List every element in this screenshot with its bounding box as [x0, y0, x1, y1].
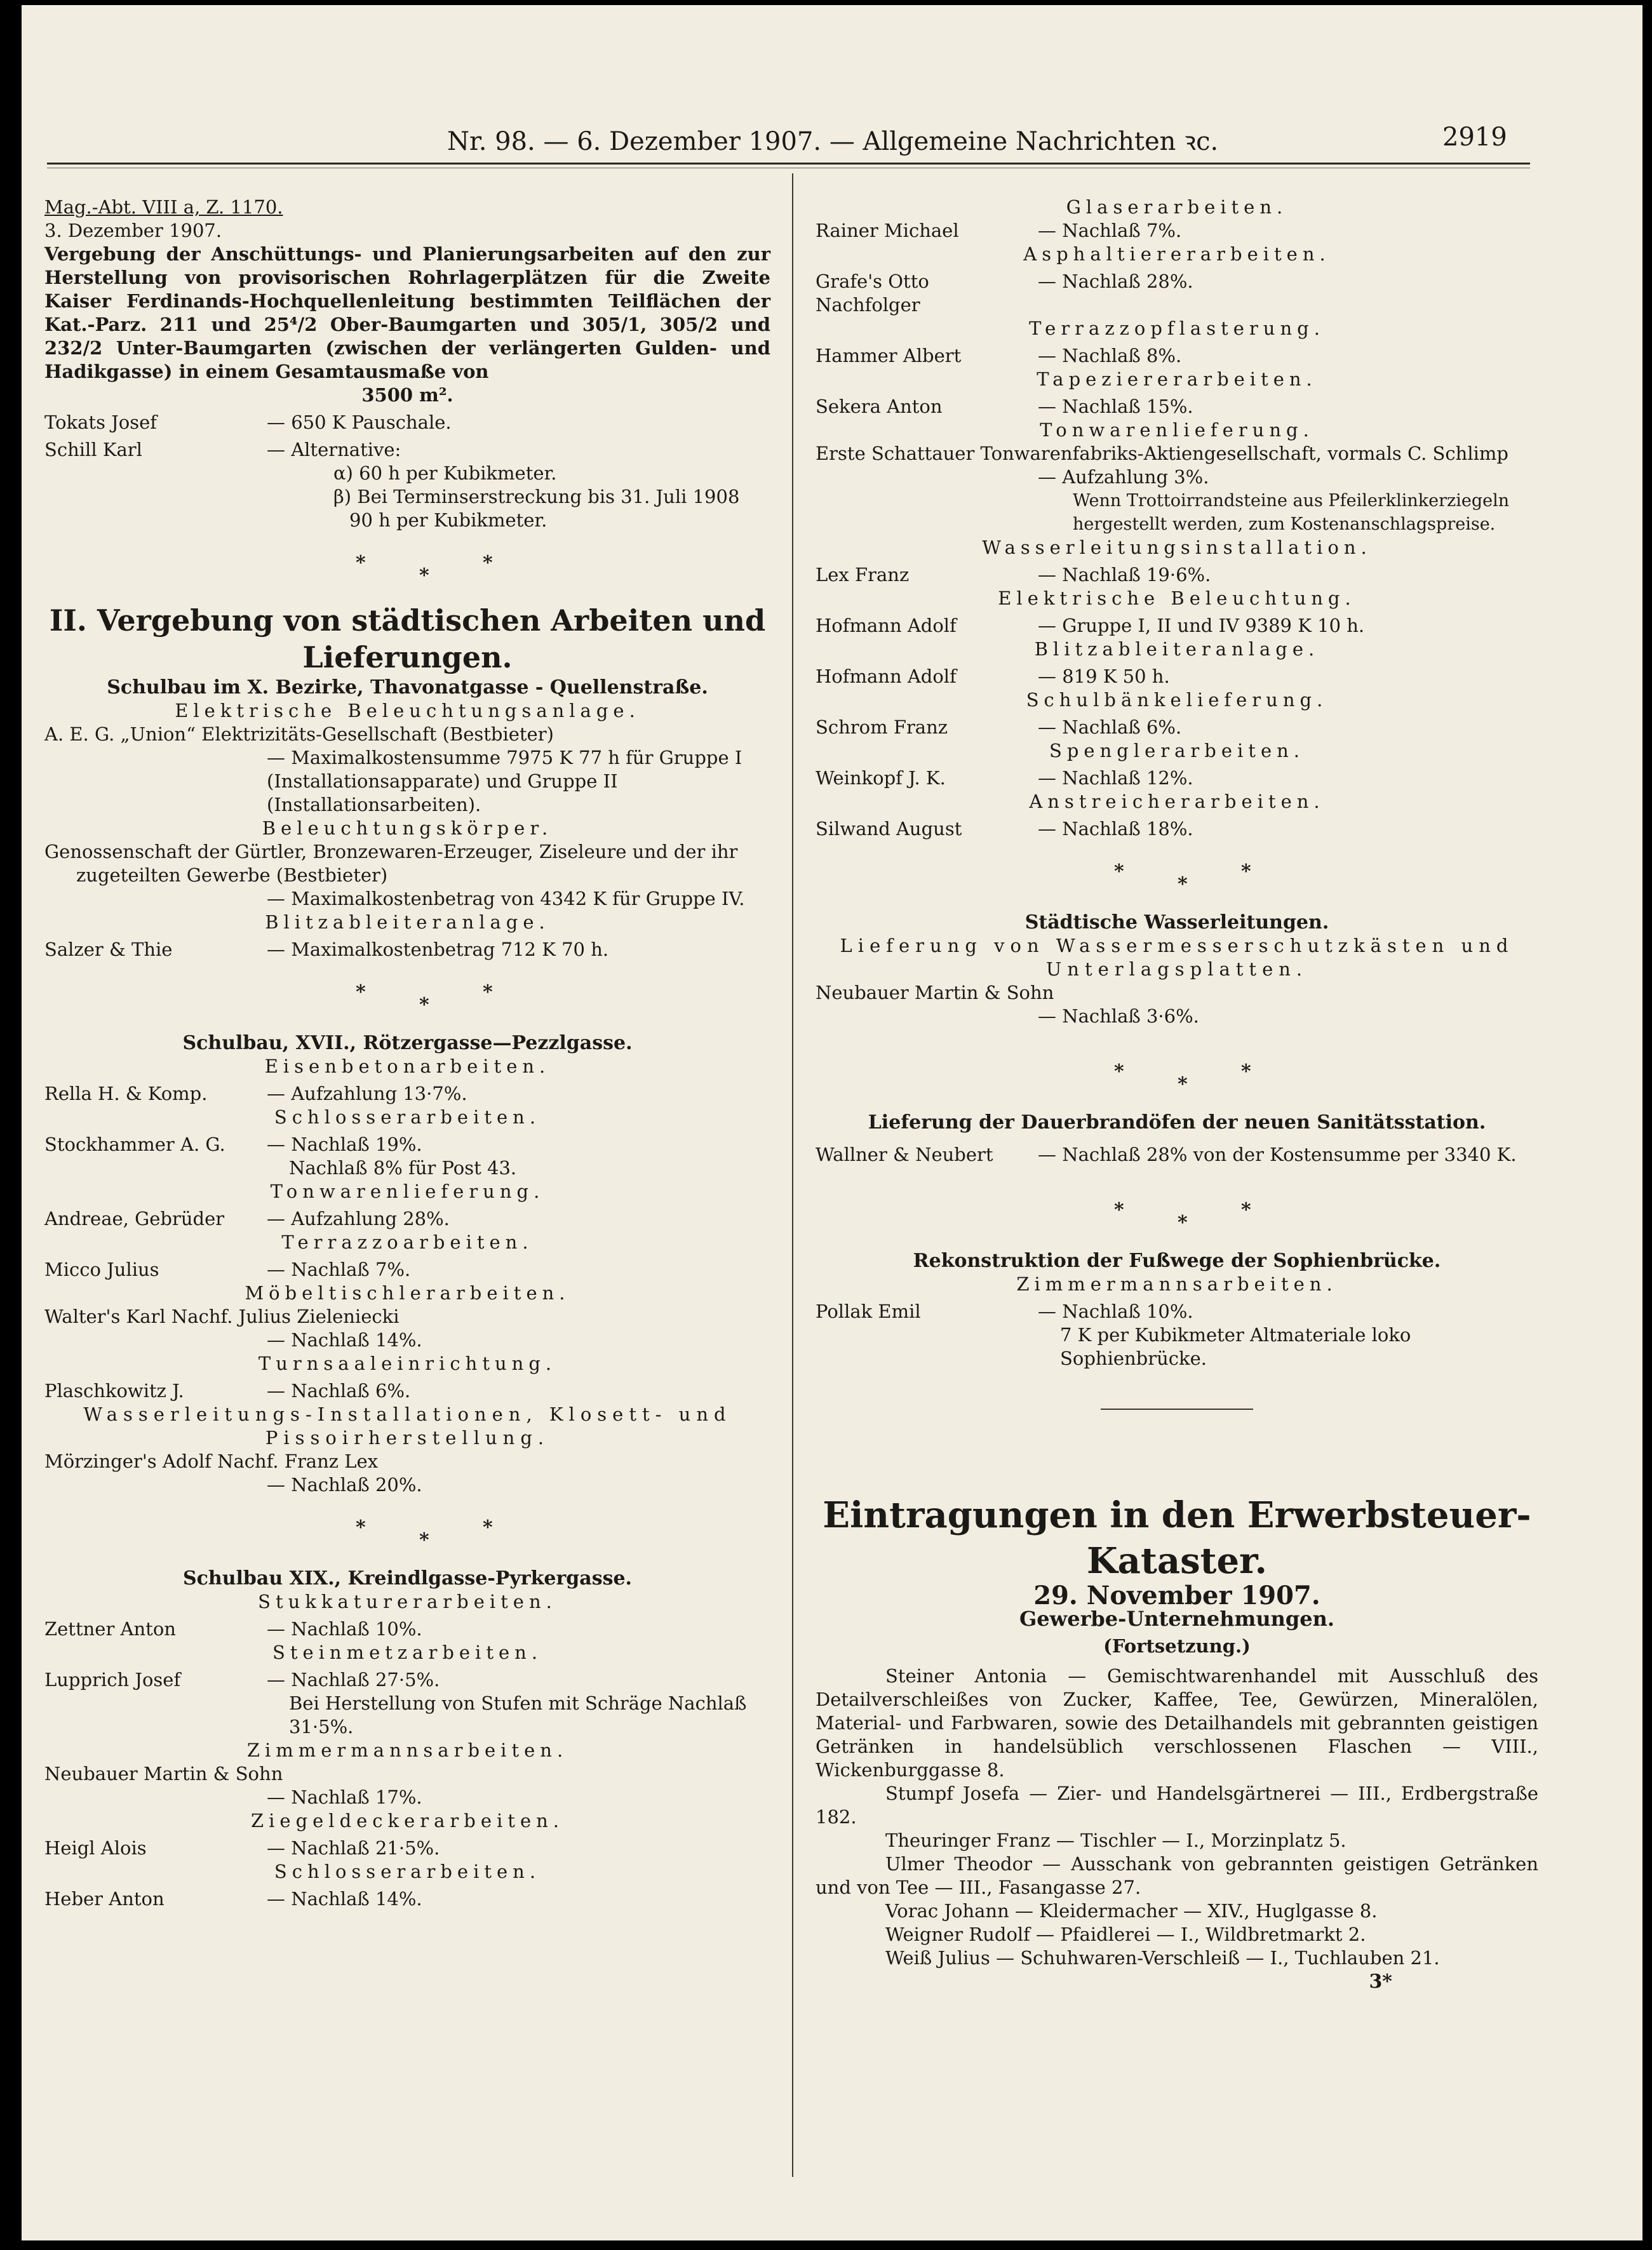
entry-name: Sekera Anton	[816, 396, 943, 417]
entry-detail: — 650 K Pauschale.	[267, 412, 452, 433]
entry-name: Plaschkowitz J.	[44, 1380, 184, 1402]
section-separator: * * *	[356, 981, 493, 1016]
reference-number: Mag.-Abt. VIII a, Z. 1170.	[44, 196, 283, 218]
work-category: Wasserleitungsinstallation.	[982, 537, 1372, 558]
entry-detail: — Nachlaß 8%.	[1038, 345, 1182, 366]
entry-detail: — Nachlaß 10%.	[267, 1618, 422, 1640]
entry-detail: — Aufzahlung 28%.	[267, 1208, 450, 1229]
entry-name: A. E. G. „Union“ Elektrizitäts-Gesellschaft (Bestbieter)	[44, 723, 554, 745]
entry-name: Schill Karl	[44, 439, 142, 460]
entry-name: Pollak Emil	[816, 1301, 921, 1322]
work-category: Möbeltischlerarbeiten.	[245, 1282, 570, 1304]
entry-name: Lupprich Josef	[44, 1669, 181, 1691]
work-category: Anstreicherarbeiten.	[1029, 791, 1325, 812]
project-heading: Schulbau, XVII., Rötzergasse—Pezzlgasse.	[182, 1032, 633, 1054]
entry-detail: — Nachlaß 14%.	[267, 1888, 422, 1910]
work-category: Ziegeldeckerarbeiten.	[250, 1810, 565, 1831]
register-subheading: Gewerbe-Unternehmungen.	[1019, 1607, 1335, 1631]
work-category: Tapeziererarbeiten.	[1037, 368, 1317, 390]
entry	[44, 1379, 770, 1403]
entry-detail: — Maximalkostensumme 7975 K 77 h für Gruppe I (Installationsapparate) und Gruppe II (Installationsarbeiten).	[267, 747, 742, 815]
entry-detail: — Nachlaß 19·6%.	[1038, 564, 1211, 586]
entry-detail: — 819 K 50 h.	[1038, 666, 1170, 687]
entry	[44, 1887, 770, 1911]
work-category: Stukkaturerarbeiten.	[258, 1591, 557, 1612]
entry	[44, 938, 770, 961]
right-column	[816, 196, 1538, 1993]
work-category: Zimmermannsarbeiten.	[246, 1739, 568, 1761]
project-heading: Schulbau XIX., Kreindlgasse-Pyrkergasse.	[182, 1567, 633, 1590]
entry	[44, 1617, 770, 1641]
entry	[816, 767, 1538, 790]
work-category: Blitzableiteranlage.	[265, 911, 550, 933]
work-category: Turnsaaleinrichtung.	[258, 1353, 557, 1374]
register-entry: Weigner Rudolf — Pfaidlerei — I., Wildbretmarkt 2.	[885, 1924, 1366, 1945]
entry-name: Lex Franz	[816, 564, 910, 586]
work-category: Tonwarenlieferung.	[1040, 419, 1314, 441]
running-header: Nr. 98. — 6. Dezember 1907. — Allgemeine Nachrichten ꝛc.	[447, 127, 1219, 156]
work-category: Elektrische Beleuchtungsanlage.	[175, 700, 640, 721]
entry-name: Salzer & Thie	[44, 939, 173, 960]
entry	[816, 219, 1538, 243]
entry-name: Silwand August	[816, 818, 962, 840]
column-divider	[792, 173, 793, 2177]
entry-detail: Wenn Trottoirrandsteine aus Pfeilerklinkerziegeln hergestellt werden, zum Kostenanschlagspreise.	[1073, 491, 1510, 534]
entry-detail: — Nachlaß 21·5%.	[267, 1837, 440, 1859]
project-heading: Rekonstruktion der Fußwege der Sophienbrücke.	[913, 1250, 1441, 1272]
work-category: Tonwarenlieferung.	[270, 1181, 545, 1202]
entry	[816, 716, 1538, 739]
entry-detail: — Nachlaß 28%.	[1038, 271, 1193, 292]
signature-mark: 3*	[1369, 1971, 1392, 1993]
entry-detail: Bei Herstellung von Stufen mit Schräge Nachlaß 31·5%.	[289, 1692, 747, 1738]
tender-intro-end: 3500 m².	[361, 384, 453, 406]
section-separator: * * *	[1114, 860, 1251, 895]
work-category: Glaserarbeiten.	[1066, 196, 1288, 218]
tender-intro: Vergebung der Anschüttungs- und Planierungsarbeiten auf den zur Herstellung von provisorischen Rohrlagerplätzen für die Zweite Kaiser Ferdinands-Hochquellenleitung bestimmten Teilflächen der Kat.-Parz. 211 und 25⁴/2 Ober-Baumgarten und 305/1, 305/2 und 232/2 Unter-Baumgarten (zwischen der verlängerten Gulden- und Hadikgasse) in einem Gesamtausmaße von	[44, 243, 770, 382]
entry-detail: — Nachlaß 17%.	[267, 1786, 422, 1808]
work-category: Terrazzopflasterung.	[1029, 318, 1325, 339]
section-heading: II. Vergebung von städtischen Arbeiten und Lieferungen.	[49, 603, 766, 674]
work-category: Lieferung von Wassermesserschutzkästen und Unterlagsplatten.	[840, 935, 1514, 980]
left-column	[44, 196, 770, 1911]
page-number: 2919	[1442, 123, 1507, 152]
entry-detail: — Maximalkostenbetrag 712 K 70 h.	[267, 939, 609, 960]
entry-name: Grafe's Otto Nachfolger	[816, 271, 929, 316]
entry-name: Hammer Albert	[816, 345, 962, 366]
entry	[816, 395, 1538, 419]
entry-detail: — Aufzahlung 3%.	[1038, 466, 1209, 488]
entry-name: Micco Julius	[44, 1259, 159, 1280]
entry-detail: α) 60 h per Kubikmeter.	[333, 462, 557, 484]
entry	[44, 1668, 770, 1692]
entry-detail: — Nachlaß 19%.	[267, 1134, 422, 1155]
entry-detail: — Alternative:	[267, 439, 401, 460]
entry-detail: — Maximalkostenbetrag von 4342 K für Gruppe IV.	[267, 888, 745, 909]
work-category: Blitzableiteranlage.	[1034, 638, 1320, 660]
work-category: Zimmermannsarbeiten.	[1016, 1273, 1338, 1295]
project-heading: Städtische Wasserleitungen.	[1024, 911, 1329, 934]
entry-detail: — Nachlaß 20%.	[267, 1474, 422, 1496]
entry-name: Schrom Franz	[816, 716, 948, 738]
entry-detail: — Nachlaß 6%.	[1038, 716, 1182, 738]
entry-detail: — Nachlaß 3·6%.	[1038, 1005, 1199, 1027]
entry	[44, 1837, 770, 1860]
entry-detail: — Nachlaß 14%.	[267, 1329, 422, 1351]
entry-name: Tokats Josef	[44, 412, 158, 433]
project-heading: Schulbau im X. Bezirke, Thavonatgasse - Quellenstraße.	[107, 676, 708, 699]
work-category: Spenglerarbeiten.	[1049, 740, 1305, 761]
entry-detail: 90 h per Kubikmeter.	[349, 509, 547, 531]
section-separator: * * *	[1114, 1199, 1251, 1234]
entry-name: Wallner & Neubert	[816, 1144, 993, 1165]
entry-detail: β) Bei Terminserstreckung bis 31. Juli 1908	[333, 486, 740, 507]
project-heading: Lieferung der Dauerbrandöfen der neuen Sanitätsstation.	[868, 1111, 1486, 1134]
entry	[44, 1082, 770, 1106]
continuation-note: (Fortsetzung.)	[1103, 1635, 1251, 1657]
section-separator: * * *	[1114, 1061, 1251, 1095]
work-category: Schlosserarbeiten.	[274, 1861, 541, 1882]
entry-detail: — Nachlaß 6%.	[267, 1380, 411, 1402]
entry	[816, 1300, 1538, 1323]
work-category: Beleuchtungskörper.	[262, 817, 553, 839]
section-rule	[1101, 1409, 1253, 1410]
work-category: Elektrische Beleuchtung.	[998, 587, 1356, 609]
entry-name: Neubauer Martin & Sohn	[816, 982, 1054, 1003]
entry-detail: — Nachlaß 7%.	[1038, 220, 1182, 241]
entry-detail: — Nachlaß 10%.	[1038, 1301, 1193, 1322]
register-entry: Weiß Julius — Schuhwaren-Verschleiß — I., Tuchlauben 21.	[885, 1947, 1440, 1969]
entry-name: Neubauer Martin & Sohn	[44, 1763, 283, 1785]
reference-date: 3. Dezember 1907.	[44, 220, 222, 241]
section-separator: * * *	[356, 1517, 493, 1551]
work-category: Terrazzoarbeiten.	[281, 1231, 534, 1253]
work-category: Steinmetzarbeiten.	[272, 1642, 543, 1663]
register-entry: Vorac Johann — Kleidermacher — XIV., Huglgasse 8.	[885, 1900, 1378, 1922]
entry	[816, 665, 1538, 688]
entry-detail: Nachlaß 8% für Post 43.	[289, 1157, 517, 1179]
entry-name: Zettner Anton	[44, 1618, 176, 1640]
register-entry: Theuringer Franz — Tischler — I., Morzinplatz 5.	[885, 1830, 1346, 1851]
entry	[816, 270, 1538, 317]
entry-name: Stockhammer A. G.	[44, 1134, 225, 1155]
entry	[44, 438, 770, 462]
entry-detail: 7 K per Kubikmeter Altmateriale loko Sophienbrücke.	[1060, 1324, 1411, 1369]
register-entry: Steiner Antonia — Gemischtwarenhandel mit Ausschluß des Detailverschleißes von Zucker, Kaffee, Tee, Gewürzen, Mineralölen, Material- und Farbwaren, sowie des Detailhandels mit gebrannten geistigen Getränken in handelsüblich verschlossenen Flaschen — VIII., Wickenburggasse 8.	[816, 1665, 1538, 1781]
entry	[44, 1258, 770, 1282]
entry-name: Hofmann Adolf	[816, 615, 957, 636]
entry-name: Genossenschaft der Gürtler, Bronzewaren-Erzeuger, Ziseleure und der ihr zugeteilten Gewerbe (Bestbieter)	[44, 841, 738, 886]
entry-detail: — Nachlaß 7%.	[267, 1259, 411, 1280]
work-category: Schulbänkelieferung.	[1026, 689, 1328, 711]
work-category: Wasserleitungs-Installationen, Klosett- und Pissoirherstellung.	[83, 1403, 732, 1449]
register-entry: Stumpf Josefa — Zier- und Handelsgärtnerei — III., Erdbergstraße 182.	[816, 1783, 1538, 1828]
entry-name: Heber Anton	[44, 1888, 165, 1910]
entry	[816, 614, 1538, 638]
entry-name: Rainer Michael	[816, 220, 959, 241]
newspaper-page	[22, 5, 1642, 2240]
entry-detail: — Gruppe I, II und IV 9389 K 10 h.	[1038, 615, 1365, 636]
header-rule	[47, 163, 1530, 164]
entry	[816, 1143, 1538, 1167]
entry-name: Rella H. & Komp.	[44, 1083, 208, 1104]
work-category: Eisenbetonarbeiten.	[264, 1055, 551, 1077]
entry-detail: — Nachlaß 18%.	[1038, 818, 1193, 840]
register-entry: Ulmer Theodor — Ausschank von gebrannten geistigen Getränken und von Tee — III., Fasangasse 27.	[816, 1853, 1538, 1898]
entry-name: Hofmann Adolf	[816, 666, 957, 687]
entry-detail: — Aufzahlung 13·7%.	[267, 1083, 467, 1104]
entry-name: Heigl Alois	[44, 1837, 147, 1859]
register-date: 29. November 1907.	[1033, 1581, 1320, 1610]
entry-detail: — Nachlaß 27·5%.	[267, 1669, 440, 1691]
entry	[816, 817, 1538, 841]
entry-name: Mörzinger's Adolf Nachf. Franz Lex	[44, 1450, 379, 1472]
entry	[816, 344, 1538, 368]
entry-name: Erste Schattauer Tonwarenfabriks-Aktiengesellschaft, vormals C. Schlimp	[816, 443, 1508, 464]
section-separator: * * *	[356, 552, 493, 587]
entry	[44, 1133, 770, 1156]
work-category: Asphaltiererarbeiten.	[1023, 243, 1331, 265]
entry-detail: — Nachlaß 28% von der Kostensumme per 3340 K.	[1038, 1144, 1517, 1165]
entry-detail: — Nachlaß 15%.	[1038, 396, 1193, 417]
entry	[44, 411, 770, 434]
entry-detail: — Nachlaß 12%.	[1038, 767, 1193, 789]
register-title: Eintragungen in den Erwerbsteuer-Kataster.	[823, 1494, 1531, 1582]
entry	[44, 1207, 770, 1231]
entry	[816, 563, 1538, 587]
entry-name: Weinkopf J. K.	[816, 767, 946, 789]
entry-name: Walter's Karl Nachf. Julius Zieleniecki	[44, 1306, 400, 1327]
work-category: Schlosserarbeiten.	[274, 1106, 541, 1128]
entry-name: Andreae, Gebrüder	[44, 1208, 225, 1229]
